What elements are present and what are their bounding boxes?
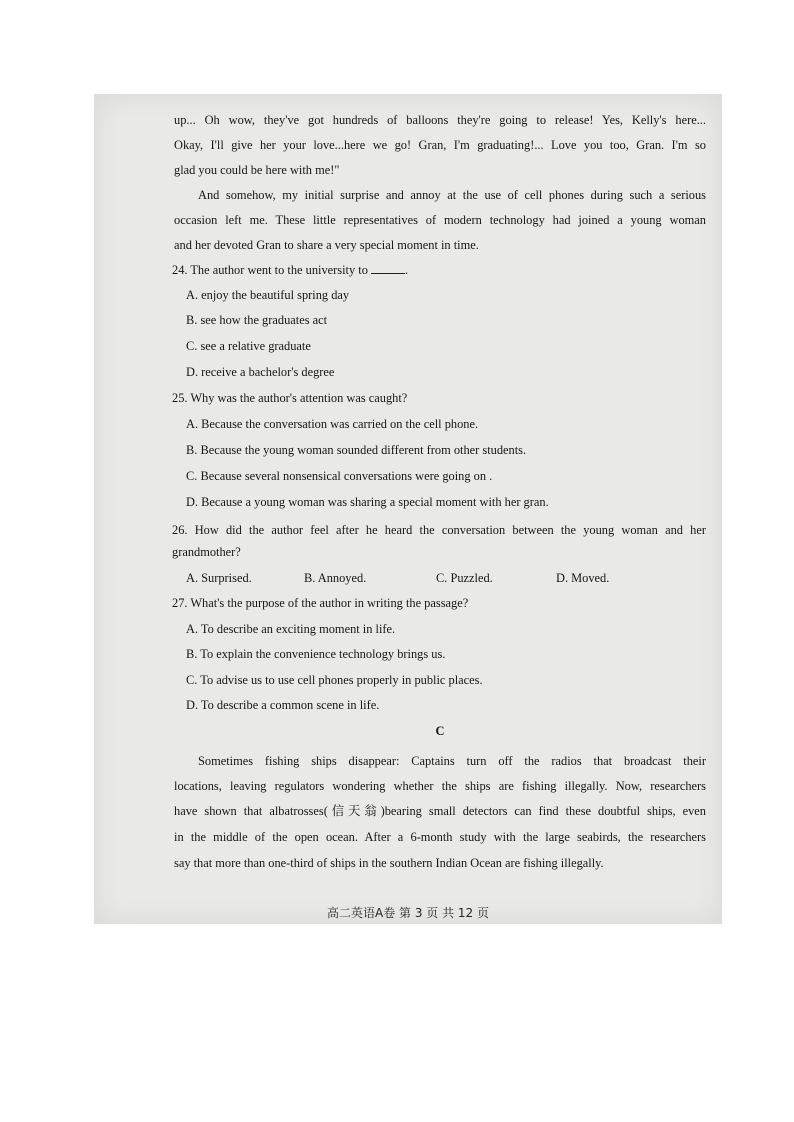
exam-page — [94, 94, 722, 924]
passage-line: say that more than one-third of ships in the southern Indian Ocean are fishing illegally. — [174, 856, 604, 870]
passage-line: up... Oh wow, they've got hundreds of balloons they're going to release! Yes, Kelly's here... — [174, 113, 706, 127]
option: C. Because several nonsensical conversations were going on . — [186, 469, 493, 483]
passage-line: locations, leaving regulators wondering whether the ships are fishing illegally. Now, researchers — [174, 779, 706, 793]
option: B. Because the young woman sounded different from other students. — [186, 443, 527, 457]
answer-blank — [371, 262, 405, 274]
option: B. To explain the convenience technology brings us. — [186, 647, 446, 661]
passage-line: in the middle of the open ocean. After a 6-month study with the large seabirds, the researchers — [174, 830, 706, 844]
passage-line: And somehow, my initial surprise and annoy at the use of cell phones during such a serious — [198, 188, 706, 202]
passage-line: have shown that albatrosses(信天翁)bearing small detectors can find these doubtful ships, even — [174, 804, 706, 818]
option: A. Because the conversation was carried on the cell phone. — [186, 417, 479, 431]
question-26-cont: grandmother? — [172, 545, 241, 559]
option: A. enjoy the beautiful spring day — [186, 288, 350, 302]
option: D. receive a bachelor's degree — [186, 365, 335, 379]
option: B. see how the graduates act — [186, 313, 328, 327]
question-26: 26. How did the author feel after he heard the conversation between the young woman and her — [172, 523, 706, 537]
passage-line: occasion left me. These little representatives of modern technology had joined a young woman — [174, 213, 706, 227]
section-heading: C — [435, 724, 445, 738]
passage-line: Okay, I'll give her your love...here we go! Gran, I'm graduating!... Love you too, Gran. I'm so — [174, 138, 706, 152]
option: C. To advise us to use cell phones properly in public places. — [186, 673, 483, 687]
option: C. Puzzled. — [436, 571, 493, 585]
option: C. see a relative graduate — [186, 339, 311, 353]
option: D. To describe a common scene in life. — [186, 698, 380, 712]
page-footer: 高二英语A卷 第 3 页 共 12 页 — [326, 906, 489, 920]
passage-line: Sometimes fishing ships disappear: Captains turn off the radios that broadcast their — [198, 754, 706, 768]
question-27: 27. What's the purpose of the author in writing the passage? — [172, 596, 469, 610]
passage-line: and her devoted Gran to share a very special moment in time. — [174, 238, 479, 252]
question-24: 24. The author went to the university to . — [172, 263, 409, 277]
option: A. Surprised. — [186, 571, 252, 585]
option: A. To describe an exciting moment in life. — [186, 622, 396, 636]
passage-line: glad you could be here with me!" — [174, 163, 340, 177]
option: D. Because a young woman was sharing a special moment with her gran. — [186, 495, 549, 509]
question-stem: 24. The author went to the university to — [172, 263, 368, 277]
option: D. Moved. — [556, 571, 610, 585]
option: B. Annoyed. — [304, 571, 367, 585]
question-25: 25. Why was the author's attention was caught? — [172, 391, 408, 405]
